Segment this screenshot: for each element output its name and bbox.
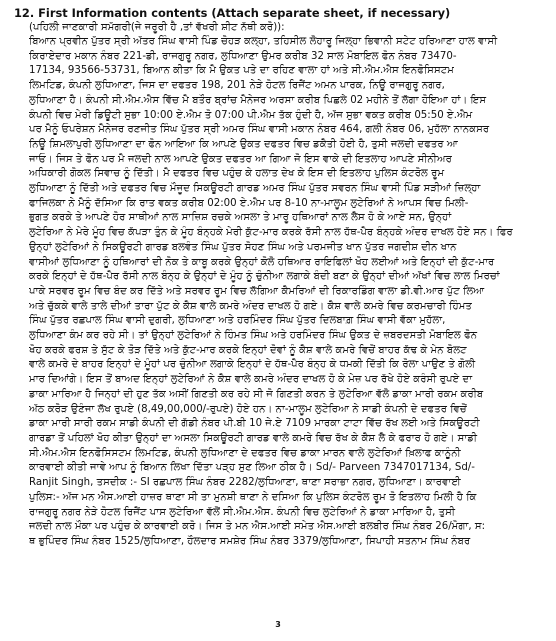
body-line: ਰਾਜਗੁਰੂ ਨਗਰ ਨੇੜੇ ਹੋਟਲ ਰਿਜੈਂਟ ਪਾਸ ਲੁਟੇਰਿਆ ਵੱਲੋਂ ਸੀ.ਐਮ.ਐਸ. ਕੰਪਨੀ ਵਿਚ ਲੁਟੇਰਿਆਂ ਨੇ ਡਾਕਾ ਮਾਰਿਆ ਹੈ, ਤੁਸੀ — [29, 506, 456, 518]
body-line: ਖੋਹ ਕਰਕੇ ਫਰਸ਼ ਤੇ ਸੁੱਟ ਕੇ ਤੋੜ ਦਿੱਤੇ ਅਤੇ ਕੁੱਟ-ਮਾਰ ਕਰਕੇ ਇਨ੍ਹਾਂ ਦੋਵਾਂ ਨੂੰ ਕੈਸ਼ ਵਾਲੇ ਕਮਰੇ ਵਿਚੋਂ ਬਾਹਰ ਕੱਢ ਕੇ ਮੇਨ ਬੋਲਟ — [29, 344, 467, 356]
body-line: ਪਾਕੇ ਸਰਵਰ ਰੂਮ ਵਿਚ ਬੰਦ ਕਰ ਦਿੱਤੇ ਅਤੇ ਸਰਵਰ ਰੂਮ ਵਿਚ ਲੱਗਿਆ ਕੈਮਰਿਆਂ ਦੀ ਰਿਕਾਰਡਿੰਗ ਵਾਲਾ ਡੀ.ਵੀ.ਆਰ ਪੁੱਟ ਲਿਆ — [29, 285, 485, 297]
body-line: ਕਾਰਵਾਈ ਕੀਤੀ ਜਾਵੇ ਆਪ ਨੂੰ ਬਿਆਨ ਲਿਖਾ ਦਿੱਤਾ ਪੜ੍ਹ ਸੁਣ ਲਿਆ ਠੀਕ ਹੈ। Sd/- Parveen 7347017134, Sd/- — [29, 462, 475, 474]
body-line: ਡਾਕਾ ਮਾਰਿਆ ਹੈ ਜਿਨ੍ਹਾਂ ਦੀ ਹੁਣ ਤੱਕ ਅਸੀਂ ਗਿਣਤੀ ਕਰ ਰਹੇ ਸੀ ਜੋ ਗਿਣਤੀ ਕਰਨ ਤੇ ਲੁਟੇਰਿਆ ਵੱਲੋ ਡਾਕਾ ਮਾਰੀ ਰਕਮ ਕਰੀਬ — [29, 388, 484, 400]
body-line: ਜਲਦੀ ਨਾਲ ਮੌਕਾ ਪਰ ਪਹੁੰਚ ਕੇ ਕਾਰਵਾਈ ਕਰੋ। ਜਿਸ ਤੇ ਮਨ ਐਸ.ਆਈ ਸਮੇਤ ਐਸ.ਆਈ ਬਲਬੀਰ ਸਿੰਘ ਨੰਬਰ 26/ਮੋਗਾ, ਸ: — [29, 521, 486, 533]
body-line: ਲੁਧਿਆਣਾ ਨੂੰ ਦਿੱਤੀ ਅਤੇ ਦਫਤਰ ਵਿਚ ਮੌਜੂਦ ਸਿਕਊਰਟੀ ਗਾਰਡ ਅਮਰ ਸਿੰਘ ਪੁੱਤਰ ਸਵਰਨ ਸਿੰਘ ਵਾਸੀ ਪਿੰਡ ਸੜੀਆਂ ਜ਼ਿਲ੍ਹਾ — [29, 183, 481, 195]
body-line: ਸਿੰਘ ਪੁੱਤਰ ਰਛਪਾਲ ਸਿੰਘ ਵਾਸੀ ਦੁਗਰੀ, ਲੁਧਿਆਣਾ ਅਤੇ ਹਰਮਿੰਦਰ ਸਿੰਘ ਪੁੱਤਰ ਦਿਲਬਾਗ਼ ਸਿੰਘ ਵਾਸੀ ਵੱਕਾ ਮੁਹੱਲਾ, — [29, 315, 446, 327]
body-line: ਲੁਧਿਆਣਾ ਕੰਮ ਕਰ ਰਹੇ ਸੀ। ਤਾਂ ਉਨ੍ਹਾਂ ਲੁਟੇਰਿਆਂ ਨੇ ਹਿੰਮਤ ਸਿੰਘ ਅਤੇ ਹਰਮਿੰਦਰ ਸਿੰਘ ਉਕਤ ਦੇ ਜ਼ਬਰਦਸਤੀ ਮੋਬਾਇਲ ਫੋਨ — [29, 330, 478, 342]
section-subheading: (ਪਹਿਲੀ ਜਾਣਕਾਰੀ ਸਮੱਗਰੀ(ਜੇ ਜਰੂਰੀ ਹੈ ,ਤਾਂ ਵੱਖਰੀ ਸ਼ੀਟ ਨੱਥੀ ਕਰੋ)): — [29, 22, 285, 33]
body-line: ਕਰਕੇ ਇਨ੍ਹਾਂ ਦੇ ਹੱਥ-ਪੈਰ ਰੱਸੀ ਨਾਲ ਬੰਨ੍ਹ ਕੇ ਉਨ੍ਹਾਂ ਦੇ ਮੂੰਹ ਨੂੰ ਚੁੰਨੀਆ ਲਗਾਕੇ ਬੰਦੀ ਬਣਾ ਕੇ ਉਨ੍ਹਾਂ ਦੀਆਂ ਅੱਖਾਂ ਵਿਚ ਲਾਲ ਮਿਰਚਾਂ — [29, 271, 500, 283]
body-line: ਡਾਕਾ ਮਾਰੀ ਸਾਰੀ ਰਕਮ ਸਾਡੀ ਕੰਪਨੀ ਦੀ ਗੱਡੀ ਨੰਬਰ ਪੀ.ਬੀ 10 ਜੇ.ਏ 7109 ਮਾਰਕਾ ਟਾਟਾ ਵਿੱਚ ਰੱਖ ਲਈ ਅਤੇ ਸਿਕਊਰਟੀ — [29, 418, 480, 430]
page-number: 3 — [275, 620, 281, 629]
body-line: ਫਾਜਿਲਕਾ ਨੇ ਮੈਨੂੰ ਦੱਸਿਆ ਕਿ ਰਾਤ ਵਕਤ ਕਰੀਬ 02:00 ਏ.ਐਮ ਪਰ 8-10 ਨਾ-ਮਾਲੂਮ ਲੁਟੇਰਿਆਂ ਨੇ ਆਪਸ ਵਿਚ ਮਿਲੀ- — [29, 197, 469, 209]
body-line: ਕਿਰਾਏਦਾਰ ਮਕਾਨ ਨੰਬਰ 221-ਡੀ, ਰਾਜਗੁਰੂ ਨਗਰ, ਲੁਧਿਆਣਾ ਉਮਰ ਕਰੀਬ 32 ਸਾਲ ਮੋਬਾਇਲ ਫੋਨ ਨੰਬਰ 73470- — [29, 50, 457, 62]
body-line: 17134, 93566-53731, ਬਿਆਨ ਕੀਤਾ ਕਿ ਮੈ ਉਕਤ ਪਤੇ ਦਾ ਰਹਿਣ ਵਾਲਾ ਹਾਂ ਅਤੇ ਸੀ.ਐਮ.ਐਸ ਇਨਫੋਸਿਸਟਮ — [29, 65, 454, 77]
body-line: ਲੁਟੇਰਿਆ ਨੇ ਮੇਰੇ ਮੂੰਹ ਵਿਚ ਕੱਪੜਾ ਤੁੰਨ ਕੇ ਮੂੰਹ ਬੰਨ੍ਹਕੇ ਮੇਰੀ ਕੁੱਟ-ਮਾਰ ਕਰਕੇ ਰੱਸੀ ਨਾਲ ਹੱਥ-ਪੈਰ ਬੰਨ੍ਹਕੇ ਅੰਦਰ ਦਾਖਲ ਹੋਏ ਸਨ। ਫਿਰ — [29, 227, 513, 239]
body-line: ਲਿਮਟਿਡ, ਕੰਪਨੀ ਲੁਧਿਆਣਾ, ਜਿਸ ਦਾ ਦਫਤਰ 198, 201 ਨੇੜੇ ਹੋਟਲ ਰਿਜੈਂਟ ਅਮਨ ਪਾਰਕ, ਨਿਊ ਰਾਜਗੁਰੂ ਨਗਰ, — [29, 80, 445, 92]
fir-body-text — [29, 35, 539, 550]
body-line: ਬਿਆਨ ਪ੍ਰਵੀਨ ਪੁੱਤਰ ਸ੍ਰੀ ਅੱਤਰ ਸਿੰਘ ਵਾਸੀ ਪਿੰਡ ਚੋਹੜ ਕਲ੍ਹਾ, ਤਹਿਸੀਲ ਲੋਹਾਰੂ ਜਿਲ੍ਹਾ ਭਿਵਾਨੀ ਸਟੇਟ ਹਰਿਆਣਾ ਹਾਲ ਵਾਸੀ — [29, 36, 498, 47]
body-line: ਮਾਰ ਦਿਆਂਗੇ। ਇਸ ਤੋਂ ਬਾਅਦ ਇਨ੍ਹਾਂ ਲੁਟੇਰਿਆਂ ਨੇ ਕੈਸ਼ ਵਾਲੇ ਕਮਰੇ ਅੰਦਰ ਦਾਖਲ ਹੋ ਕੇ ਮੇਜ਼ ਪਰ ਰੱਖੇ ਹੋਏ ਕਰੰਸੀ ਰੁਪਏ ਦਾ — [29, 374, 473, 386]
body-line: ਲੁਧਿਆਣਾ ਹੈ। ਕੰਪਨੀ ਸੀ.ਐਮ.ਐਸ ਵਿੱਚ ਮੈ ਬਤੌਰ ਬ੍ਰਾਂਚ ਮੈਨੇਜਰ ਅਰਸਾ ਕਰੀਬ ਪਿਛਲੇ 02 ਮਹੀਨੇ ਤੋਂ ਲੱਗਾ ਹੋਇਆ ਹਾਂ। ਇਸ — [29, 94, 487, 106]
body-line: ਅਧਿਕਾਰੀ ਗੋਕਲ ਸਿਵਾਚ ਨੂੰ ਦਿੱਤੀ। ਮੈ ਦਫਤਰ ਵਿਚ ਪਹੁੰਚ ਕੇ ਹਲਾਤ ਦੇਖ ਕੇ ਇਸ ਦੀ ਇਤਲਾਹ ਪੁਲਿਸ ਕੰਟਰੋਲ ਰੂਮ — [29, 168, 445, 180]
body-line: ਥ ਭੁਪਿੰਦਰ ਸਿੰਘ ਨੰਬਰ 1525/ਲੁਧਿਆਣਾ, ਹੌਲਦਾਰ ਸਮਸ਼ੇਰ ਸਿੰਘ ਨੰਬਰ 3379/ਲੁਧਿਆਣਾ, ਸਿਪਾਹੀ ਸਤਨਾਮ ਸਿੰਘ ਨੰਬਰ — [29, 535, 471, 547]
body-line: ਕੰਪਨੀ ਵਿਚ ਮੇਰੀ ਡਿਊਟੀ ਸੁਭਾ 10:00 ਏ.ਐਮ ਤੋ 07:00 ਪੀ.ਐਮ ਤੱਕ ਹੁੰਦੀ ਹੈ, ਅੱਜ ਸੁਭਾ ਵਕਤ ਕਰੀਬ 05:50 ਏ.ਐਮ — [29, 109, 473, 121]
body-line: ਪੁਲਿਸ:- ਅੱਜ ਮਨ ਐਸ.ਆਈ ਹਾਜ਼ਰ ਥਾਣਾ ਸੀ ਤਾ ਮੁਨਸ਼ੀ ਥਾਣਾ ਨੇ ਦਸਿਆ ਕਿ ਪੁਲਿਸ ਕੰਟਰੋਲ ਰੂਮ ਤੋ ਇਤਲਾਹ ਮਿਲੀ ਹੈ ਕਿ — [29, 491, 477, 503]
body-line: ਗਾਰਡਾ ਤੋਂ ਪਹਿਲਾਂ ਖੋਹ ਕੀਤਾ ਉਨ੍ਹਾਂ ਦਾ ਅਸਲਾ ਸਿਕਊਰਟੀ ਗਾਰਡ ਵਾਲੇ ਕਮਰੇ ਵਿਚ ਰੱਖ ਕੇ ਕੈਸ਼ ਲੈ ਕੇ ਫਰਾਰ ਹੋ ਗਏ। ਸਾਡੀ — [29, 432, 478, 444]
body-line: ਉਨ੍ਹਾਂ ਲੁਟੇਰਿਆਂ ਨੇ ਸਿਕਊਰਟੀ ਗਾਰਡ ਬਲਵੰਤ ਸਿੰਘ ਪੁੱਤਰ ਸੋਹਣ ਸਿੰਘ ਅਤੇ ਪਰਮਜੀਤ ਖਾਨ ਪੁੱਤਰ ਜਗਦੀਸ਼ ਦੀਨ ਖਾਨ — [29, 241, 457, 253]
body-line: ਸੀ.ਐਮ.ਐਸ ਇਨਫੋਸਿਸਟਮ ਲਿਮਟਿਡ, ਕੰਪਨੀ ਲੁਧਿਆਣਾ ਦੇ ਦਫਤਰ ਵਿਚ ਡਾਕਾ ਮਾਰਨ ਵਾਲੇ ਲੁਟੇਰਿਆਂ ਖ਼ਿਲਾਫ ਕਾਨੂੰਨੀ — [29, 447, 461, 459]
body-line: ਅਤੇ ਚੁੱਕਕੇ ਵਾਲੇ ਤਾਲੇ ਦੀਆਂ ਤਾਰਾ ਪੁੱਟ ਕੇ ਕੈਸ਼ ਵਾਲੇ ਕਮਰੇ ਅੰਦਰ ਦਾਖਲ ਹੋ ਗਏ। ਕੈਸ਼ ਵਾਲੇ ਕਮਰੇ ਵਿਚ ਕਰਮਚਾਰੀ ਹਿੰਮਤ — [29, 300, 472, 312]
body-line: ਵਾਲੇ ਕਮਰੇ ਦੇ ਬਾਹਰ ਇਨ੍ਹਾਂ ਦੇ ਮੂੰਹਾਂ ਪਰ ਚੁੰਨੀਆ ਲਗਾਕੇ ਇਨ੍ਹਾਂ ਦੇ ਹੱਥ-ਪੈਰ ਬੰਨ੍ਹ ਕੇ ਧਮਕੀ ਦਿੱਤੀ ਕਿ ਰੋਲਾ ਪਾਉਣ ਤੇ ਗੋਲੀ — [29, 359, 476, 371]
body-line: ਪਰ ਮੈਨੂੰ ਓਪਰੇਸ਼ਨ ਮੈਨੇਜਰ ਰਣਜੀਤ ਸਿੰਘ ਪੁੱਤਰ ਸ੍ਰੀ ਅਮਰ ਸਿੰਘ ਵਾਸੀ ਮਕਾਨ ਨੰਬਰ 464, ਗਲੀ ਨੰਬਰ 06, ਮੁਹੱਲਾ ਨਾਨਕਸਰ — [29, 124, 490, 136]
body-line: ਜਾਓ। ਜਿਸ ਤੇ ਫੋਨ ਪਰ ਮੈ ਜਲਦੀ ਨਾਲ ਆਪਣੇ ਉਕਤ ਦਫਤਰ ਆ ਗਿਆ ਜੋ ਇਸ ਵਾਕੇ ਦੀ ਇਤਲਾਹ ਆਪਣੇ ਸੀਨੀਅਰ — [29, 153, 452, 165]
body-line: ਵਾਸੀਆਂ ਲੁਧਿਆਣਾ ਨੂੰ ਹਥਿਆਰਾਂ ਦੀ ਨੋਕ ਤੇ ਕਾਬੂ ਕਰਕੇ ਉਨ੍ਹਾਂ ਕੋਲੋ ਹਥਿਆਰ ਰਾਇਫਿਲਾਂ ਖੋਹ ਲਈਆਂ ਅਤੇ ਇਨ੍ਹਾਂ ਦੀ ਕੁੱਟ-ਮਾਰ — [29, 256, 495, 268]
body-line: Ranjit Singh, ਤਸਦੀਕ :- SI ਰਛਪਾਲ ਸਿੰਘ ਨੰਬਰ 2282/ਲੁਧਿਆਣਾ, ਥਾਣਾ ਸਰਾਭਾ ਨਗਰ, ਲੁਧਿਆਣਾ। ਕਾਰਵਾਈ — [29, 477, 461, 489]
body-line: ਅੱਠ ਕਰੋੜ ਉਣੰਜਾ ਲੱਖ ਰੁਪਏ (8,49,00,000/-ਰੁਪਏ) ਹੋਏ ਹਨ। ਨਾ-ਮਾਲੂਮ ਲੁਟੇਰਿਆ ਨੇ ਸਾਡੀ ਕੰਪਨੀ ਦੇ ਦਫਤਰ ਵਿਚੋਂ — [29, 403, 467, 415]
body-line: ਨਿਊ ਸ਼ਿਮਲਾਪੁਰੀ ਲੁਧਿਆਣਾ ਦਾ ਫੋਨ ਆਇਆ ਕਿ ਆਪਣੇ ਉਕਤ ਦਫਤਰ ਵਿਚ ਡਕੈਤੀ ਹੋਈ ਹੈ, ਤੁਸੀ ਜਲਦੀ ਦਫਤਰ ਆ — [29, 138, 458, 150]
body-line: ਭੁਗਤ ਕਰਕੇ ਤੇ ਆਪਣੇ ਹੋਰ ਸਾਥੀਆਂ ਨਾਲ ਸਾਜ਼ਿਸ਼ ਰਚਕੇ ਅਸਲਾ ਤੇ ਮਾਰੂ ਹਥਿਆਰਾਂ ਨਾਲ ਲੈਸ ਹੋ ਕੇ ਆਏ ਸਨ, ਉਨ੍ਹਾਂ — [29, 212, 452, 224]
section-heading: 12. First Information contents (Attach separate sheet, if necessary) — [14, 6, 451, 20]
